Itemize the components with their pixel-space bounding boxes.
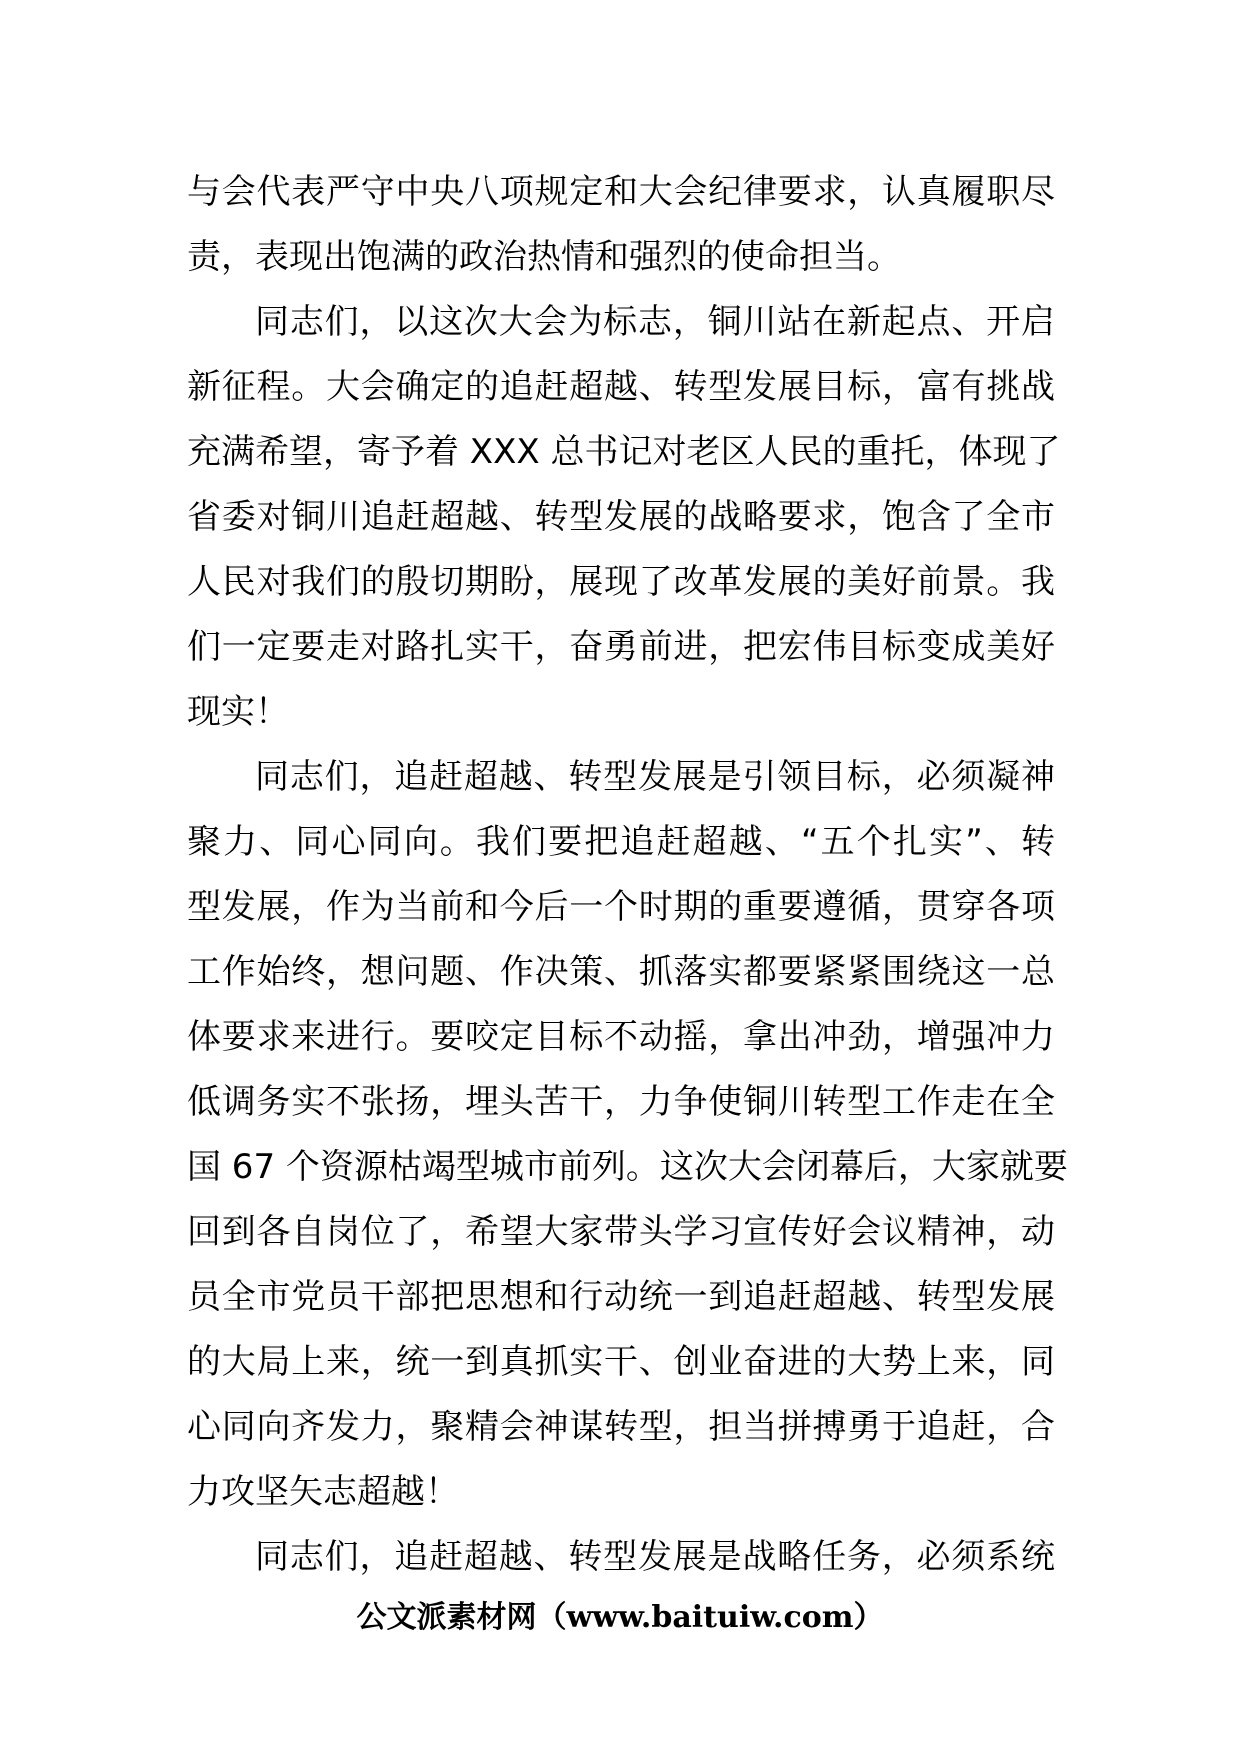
text-line: 同志们，以这次大会为标志，铜川站在新起点、开启 (255, 302, 1055, 342)
text-line: 同志们，追赶超越、转型发展是引领目标，必须凝神 (255, 757, 1055, 797)
text-line: 员全市党员干部把思想和行动统一到追赶超越、转型发展 (187, 1277, 1055, 1317)
text-line: 现实！ (187, 692, 289, 732)
text-line: 的大局上来，统一到真抓实干、创业奋进的大势上来，同 (187, 1342, 1055, 1382)
text-line: 责，表现出饱满的政治热情和强烈的使命担当。 (187, 237, 901, 277)
text-line: 体要求来进行。要咬定目标不动摇，拿出冲劲，增强冲力 (187, 1017, 1055, 1057)
text-line: 回到各自岗位了，希望大家带头学习宣传好会议精神，动 (187, 1212, 1055, 1252)
text-line: 工作始终，想问题、作决策、抓落实都要紧紧围绕这一总 (187, 952, 1055, 992)
body-text (187, 160, 1068, 1590)
text-line: 心同向齐发力，聚精会神谋转型，担当拼搏勇于追赶，合 (187, 1407, 1055, 1447)
text-line: 新征程。大会确定的追赶超越、转型发展目标，富有挑战 (187, 367, 1055, 407)
text-line: 力攻坚矢志超越！ (187, 1472, 459, 1512)
text-line: 与会代表严守中央八项规定和大会纪律要求，认真履职尽 (187, 172, 1055, 212)
text-line: 型发展，作为当前和今后一个时期的重要遵循，贯穿各项 (187, 887, 1055, 927)
text-line: 人民对我们的殷切期盼，展现了改革发展的美好前景。我 (187, 562, 1055, 602)
text-line: 低调务实不张扬，埋头苦干，力争使铜川转型工作走在全 (187, 1082, 1055, 1122)
text-line: 同志们，追赶超越、转型发展是战略任务，必须系统 (255, 1537, 1055, 1577)
text-line: 聚力、同心同向。我们要把追赶超越、“五个扎实”、转 (187, 822, 1055, 862)
footer-watermark: 公文派素材网（www.baituiw.com） (356, 1600, 884, 1635)
text-line: 们一定要走对路扎实干，奋勇前进，把宏伟目标变成美好 (187, 627, 1055, 667)
text-line: 省委对铜川追赶超越、转型发展的战略要求，饱含了全市 (187, 497, 1055, 537)
text-line: 充满希望，寄予着 XXX 总书记对老区人民的重托，体现了 (187, 432, 1061, 472)
text-line: 国 67 个资源枯竭型城市前列。这次大会闭幕后，大家就要 (187, 1147, 1068, 1187)
